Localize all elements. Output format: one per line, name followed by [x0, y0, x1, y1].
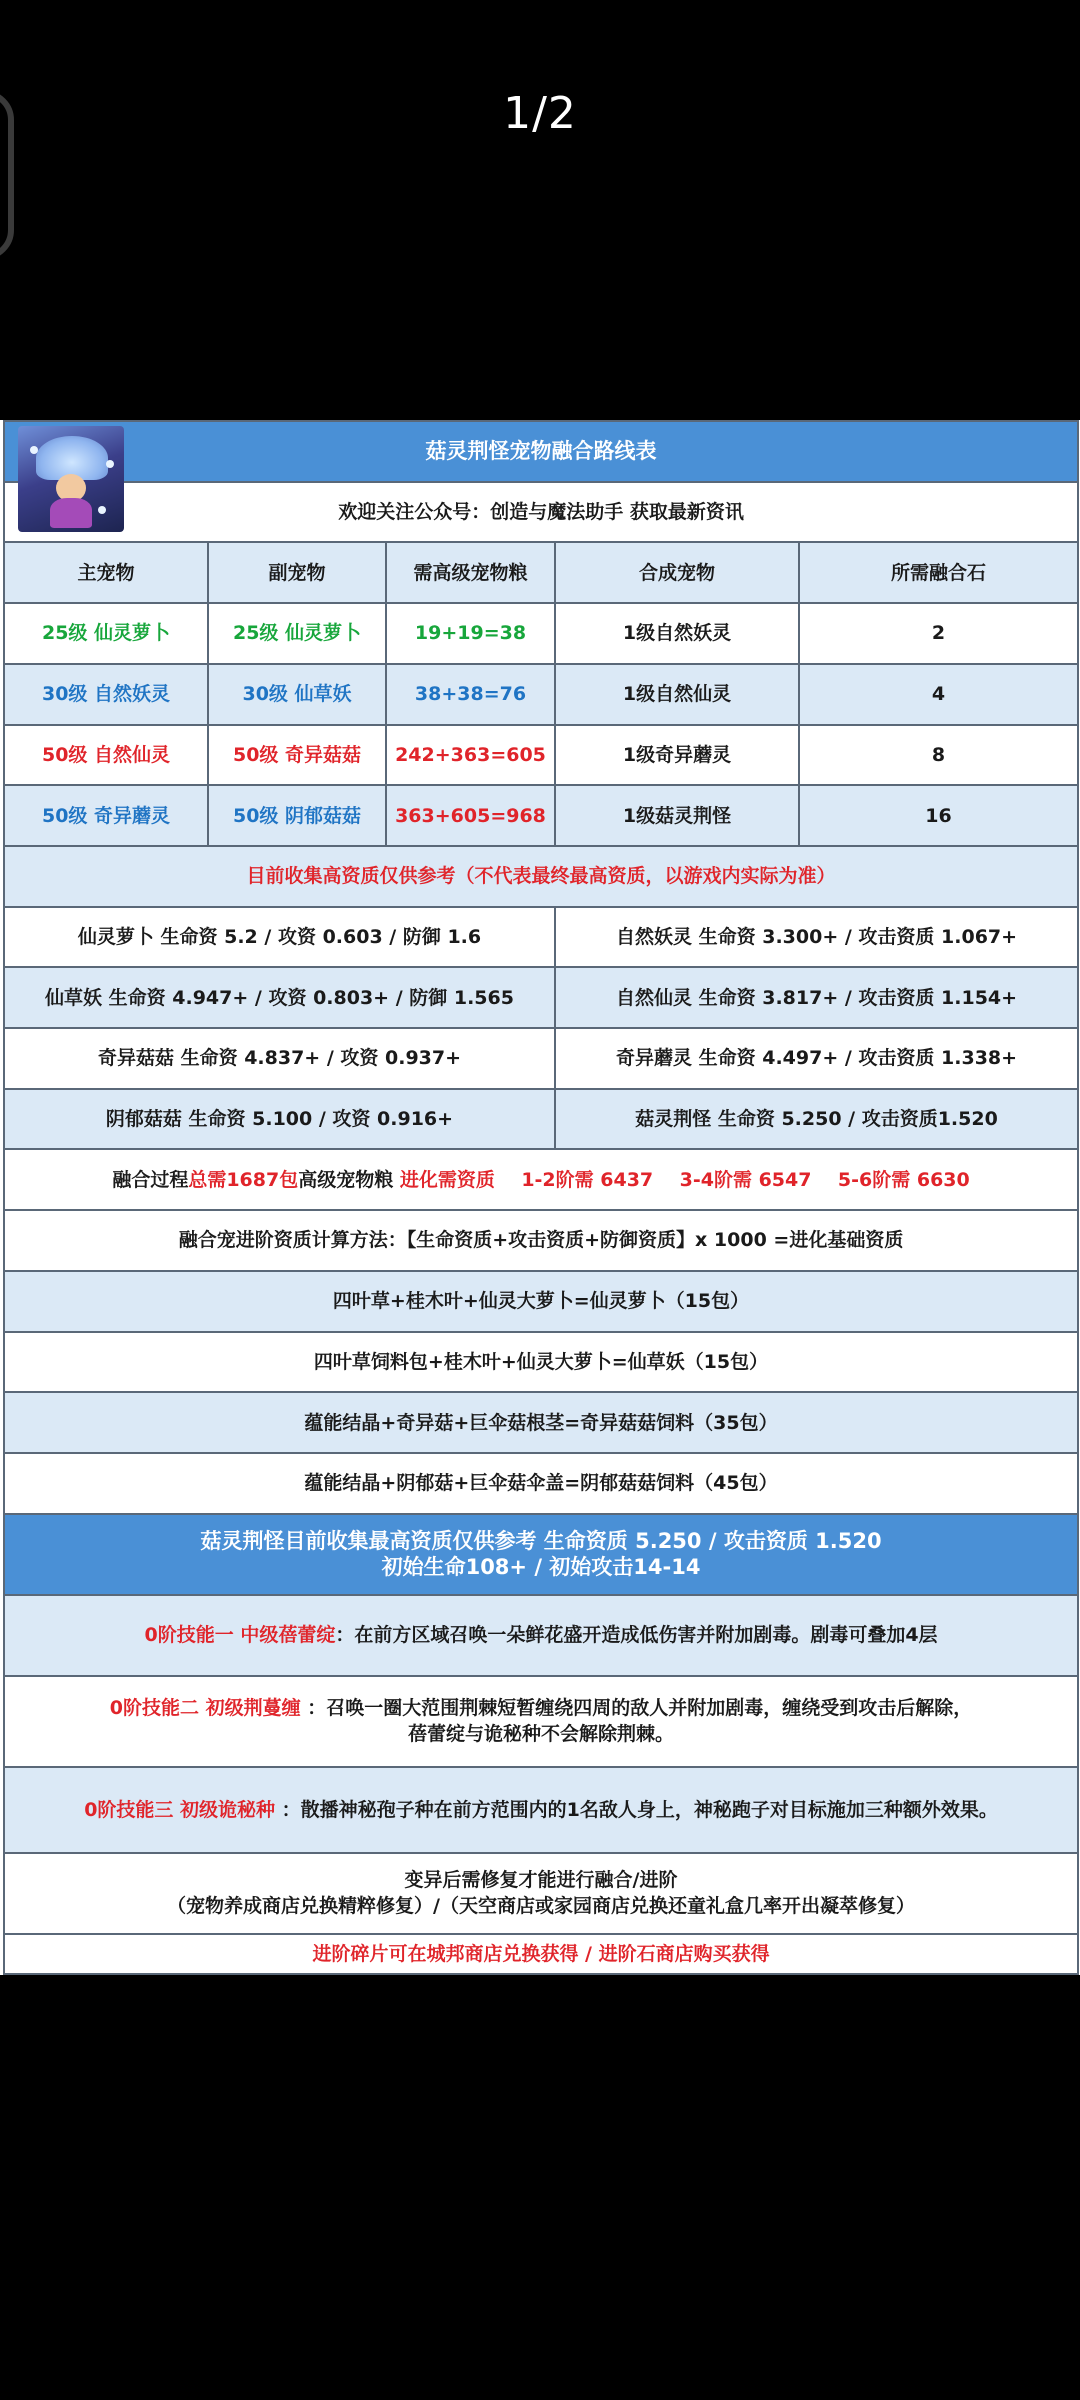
process-tier-2: 3-4阶需 6547 [679, 1168, 812, 1191]
recipe-4: 蕴能结晶+阴郁菇+巨伞菇伞盖=阴郁菇菇饲料（45包） [4, 1453, 1078, 1514]
skill-2-desc: ：召唤一圈大范围荆棘短暂缠绕四周的敌人并附加剧毒，缠绕受到攻击后解除， [300, 1697, 973, 1720]
process-prefix: 融合过程 [112, 1168, 189, 1191]
stats-left: 仙灵萝卜 生命资 5.2 / 攻资 0.603 / 防御 1.6 [4, 907, 555, 968]
process-evolve: 进化需资质 [399, 1168, 495, 1191]
skill-3 [4, 1767, 1078, 1853]
skill-1-label: 0阶技能一 中级蓓蕾绽 [144, 1624, 336, 1647]
fusion-table [3, 420, 1079, 1975]
collect-note: 目前收集高资质仅供参考（不代表最终最高资质，以游戏内实际为准） [4, 846, 1078, 907]
footer-note: 进阶碎片可在城邦商店兑换获得 / 进阶石商店购买获得 [4, 1934, 1078, 1975]
col-result: 合成宠物 [555, 542, 799, 603]
mutation-line-2: （宠物养成商店兑换精粹修复）/（天空商店或家园商店兑换还童礼盒几率开出凝萃修复） [167, 1895, 915, 1918]
stats-right: 自然妖灵 生命资 3.300+ / 攻击资质 1.067+ [555, 907, 1078, 968]
table-row [4, 664, 1078, 725]
row-main: 50级 自然仙灵 [4, 725, 208, 786]
row-stones: 2 [799, 603, 1078, 664]
row-stones: 16 [799, 785, 1078, 846]
stats-left: 奇异菇菇 生命资 4.837+ / 攻资 0.937+ [4, 1028, 555, 1089]
col-sub-pet: 副宠物 [208, 542, 386, 603]
stats-right: 菇灵荆怪 生命资 5.250 / 攻击资质1.520 [555, 1089, 1078, 1150]
row-sub: 30级 仙草妖 [208, 664, 386, 725]
row-result: 1级自然妖灵 [555, 603, 799, 664]
sheet-subtitle: 欢迎关注公众号：创造与魔法助手 获取最新资讯 [4, 482, 1078, 543]
stats-right: 奇异蘑灵 生命资 4.497+ / 攻击资质 1.338+ [555, 1028, 1078, 1089]
row-result: 1级自然仙灵 [555, 664, 799, 725]
row-main: 30级 自然妖灵 [4, 664, 208, 725]
stats-row [4, 907, 1078, 968]
stats-left: 阴郁菇菇 生命资 5.100 / 攻资 0.916+ [4, 1089, 555, 1150]
row-main: 50级 奇异蘑灵 [4, 785, 208, 846]
row-main: 25级 仙灵萝卜 [4, 603, 208, 664]
stats-left: 仙草妖 生命资 4.947+ / 攻资 0.803+ / 防御 1.565 [4, 967, 555, 1028]
skill-1-desc: ：在前方区域召唤一朵鲜花盛开造成低伤害并附加剧毒。剧毒可叠加4层 [335, 1624, 938, 1647]
skill-1 [4, 1595, 1078, 1676]
col-food: 需高级宠物粮 [386, 542, 555, 603]
table-header-row [4, 542, 1078, 603]
best-stats-line-2: 初始生命108+ / 初始攻击14-14 [381, 1555, 701, 1580]
col-stones: 所需融合石 [799, 542, 1078, 603]
skill-2-desc-2: 蓓蕾绽与诡秘种不会解除荆棘。 [408, 1723, 675, 1746]
row-food: 19+19=38 [386, 603, 555, 664]
skill-3-label: 0阶技能三 初级诡秘种 [84, 1798, 276, 1821]
mutation-note [4, 1853, 1078, 1934]
recipe-1: 四叶草+桂木叶+仙灵大萝卜=仙灵萝卜（15包） [4, 1271, 1078, 1332]
stats-row [4, 1028, 1078, 1089]
formula: 融合宠进阶资质计算方法：【生命资质+攻击资质+防御资质】x 1000 =进化基础资质 [4, 1210, 1078, 1271]
process-tier-3: 5-6阶需 6630 [837, 1168, 970, 1191]
row-stones: 4 [799, 664, 1078, 725]
row-food: 242+363=605 [386, 725, 555, 786]
mutation-line-1: 变异后需修复才能进行融合/进阶 [404, 1869, 678, 1892]
fusion-process [4, 1149, 1078, 1210]
row-stones: 8 [799, 725, 1078, 786]
row-sub: 25级 仙灵萝卜 [208, 603, 386, 664]
skill-3-desc: ：散播神秘孢子种在前方范围内的1名敌人身上，神秘跑子对目标施加三种额外效果。 [275, 1798, 998, 1821]
table-row [4, 603, 1078, 664]
stats-row [4, 1089, 1078, 1150]
best-stats-line-1: 菇灵荆怪目前收集最高资质仅供参考 生命资质 5.250 / 攻击资质 1.520 [200, 1529, 882, 1554]
col-main-pet: 主宠物 [4, 542, 208, 603]
stats-row [4, 967, 1078, 1028]
row-sub: 50级 奇异菇菇 [208, 725, 386, 786]
row-food: 363+605=968 [386, 785, 555, 846]
process-total: 总需1687包 [188, 1168, 299, 1191]
row-sub: 50级 阴郁菇菇 [208, 785, 386, 846]
recipe-3: 蕴能结晶+奇异菇+巨伞菇根茎=奇异菇菇饲料（35包） [4, 1392, 1078, 1453]
table-row [4, 725, 1078, 786]
best-stats [4, 1514, 1078, 1595]
row-result: 1级菇灵荆怪 [555, 785, 799, 846]
table-row [4, 785, 1078, 846]
pet-avatar-image [18, 426, 124, 532]
row-result: 1级奇异蘑灵 [555, 725, 799, 786]
skill-2 [4, 1676, 1078, 1767]
recipe-2: 四叶草饲料包+桂木叶+仙灵大萝卜=仙草妖（15包） [4, 1332, 1078, 1393]
row-food: 38+38=76 [386, 664, 555, 725]
sheet-title: 菇灵荆怪宠物融合路线表 [4, 421, 1078, 482]
process-mid: 高级宠物粮 [298, 1168, 400, 1191]
process-tier-1: 1-2阶需 6437 [521, 1168, 654, 1191]
fusion-route-sheet [0, 420, 1080, 1975]
stats-right: 自然仙灵 生命资 3.817+ / 攻击资质 1.154+ [555, 967, 1078, 1028]
page-counter: 1/2 [503, 88, 577, 139]
skill-2-label: 0阶技能二 初级荆蔓缠 [109, 1697, 301, 1720]
